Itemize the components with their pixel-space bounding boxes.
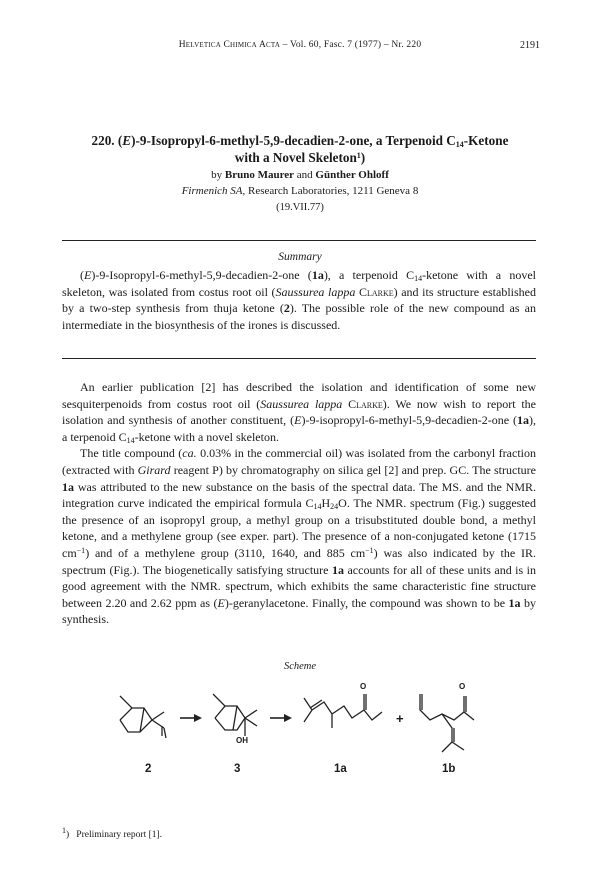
summary-heading: Summary [278, 251, 322, 263]
article-title [60, 132, 540, 166]
compound-label-2: 2 [145, 763, 152, 775]
summary-bottom-rule [62, 358, 536, 359]
o-label-1b: O [459, 682, 466, 691]
reaction-arrow-2 [268, 712, 294, 724]
structure-2-drawing [112, 688, 174, 750]
compound-label-1a: 1a [334, 763, 347, 775]
body-text [62, 379, 536, 628]
issue-info: – Vol. 60, Fasc. 7 (1977) – Nr. 220 [282, 40, 422, 50]
affiliation: Firmenich SA, Research Laboratories, 1211 Geneva 8 [181, 185, 419, 197]
byline: by Bruno Maurer and Günther Ohloff [211, 169, 389, 181]
journal-name: Helvetica Chimica Acta [178, 40, 281, 50]
title-line-2: with a Novel Skeleton$^1$) [234, 150, 366, 165]
plus-sign: + [396, 711, 404, 726]
structure-1a-drawing [298, 680, 386, 740]
footnote: $^1$) Preliminary report [1]. [62, 826, 163, 840]
author-2: Günther Ohloff [315, 169, 389, 181]
title-line-1: 220. (E)-9-Isopropyl-6-methyl-5,9-decadien-2-one, a Terpenoid $C_{14}$-Ketone [91, 133, 509, 149]
author-1: Bruno Maurer [224, 169, 295, 181]
body-paragraph-2: The title compound (ca. 0.03% in the commercial oil) was isolated from the carbonyl fraction (extracted with Girard reagent P) by chromatography on silica gel [2] and prep. GC. The structure 1a was attributed to the new substance on the basis of the spectral data. The MS. and the NMR. integration curve indicated the empirical formula $C_{14}H_{24}O$. The NMR. spectrum (Fig.) suggested the presence of an isopropyl group, a methyl group on a trisubstituted double bond, a methyl ketone, and a methylene group (see exper. part). The presence of a non-conjugated ketone (1715 $cm^{-1}$) and of a methylene group (3110, 1640, and 885 $cm^{-1}$) was also indicated by the IR. spectrum (Fig.). The biogenetically satisfying structure 1a accounts for all of these units and is in good agreement with the NMR. spectrum, which exhibits the same characteristic fine structure between 2.20 and 2.62 ppm as (E)-geranylacetone. Finally, the compound was shown to be 1a by synthesis. [62, 446, 537, 627]
compound-label-1b: 1b [442, 763, 456, 775]
structure-1b-drawing [412, 680, 482, 758]
scheme-heading: Scheme [283, 661, 317, 672]
compound-label-3: 3 [234, 763, 241, 775]
oh-label: OH [236, 736, 248, 745]
summary-text: (E)-9-Isopropyl-6-methyl-5,9-decadien-2-one (1a), a terpenoid $C_{14}$-ketone with a novel skeleton, was isolated from costus root oil (Saussurea lappa Clarke) and its structure established by a two-step synthesis from thuja ketone (2). The possible role of the new compound as an intermediate in the biosynthesis of the irones is discussed. [62, 268, 536, 332]
running-head [150, 40, 450, 50]
summary-top-rule [62, 240, 536, 241]
o-label-1a: O [360, 682, 367, 691]
reaction-arrow-1 [178, 712, 204, 724]
page-number: 2191 [520, 40, 540, 51]
body-paragraph-1: An earlier publication [2] has described the isolation and identification of some new sesquiterpenoids from costus root oil (Saussurea lappa Clarke). We now wish to report the isolation and synthesis of another constituent, (E)-9-isopropyl-6-methyl-5,9-decadien-2-one (1a), a terpenoid $C_{14}$-ketone with a novel skeleton. [62, 380, 537, 445]
received-date: (19.VII.77) [276, 202, 324, 213]
